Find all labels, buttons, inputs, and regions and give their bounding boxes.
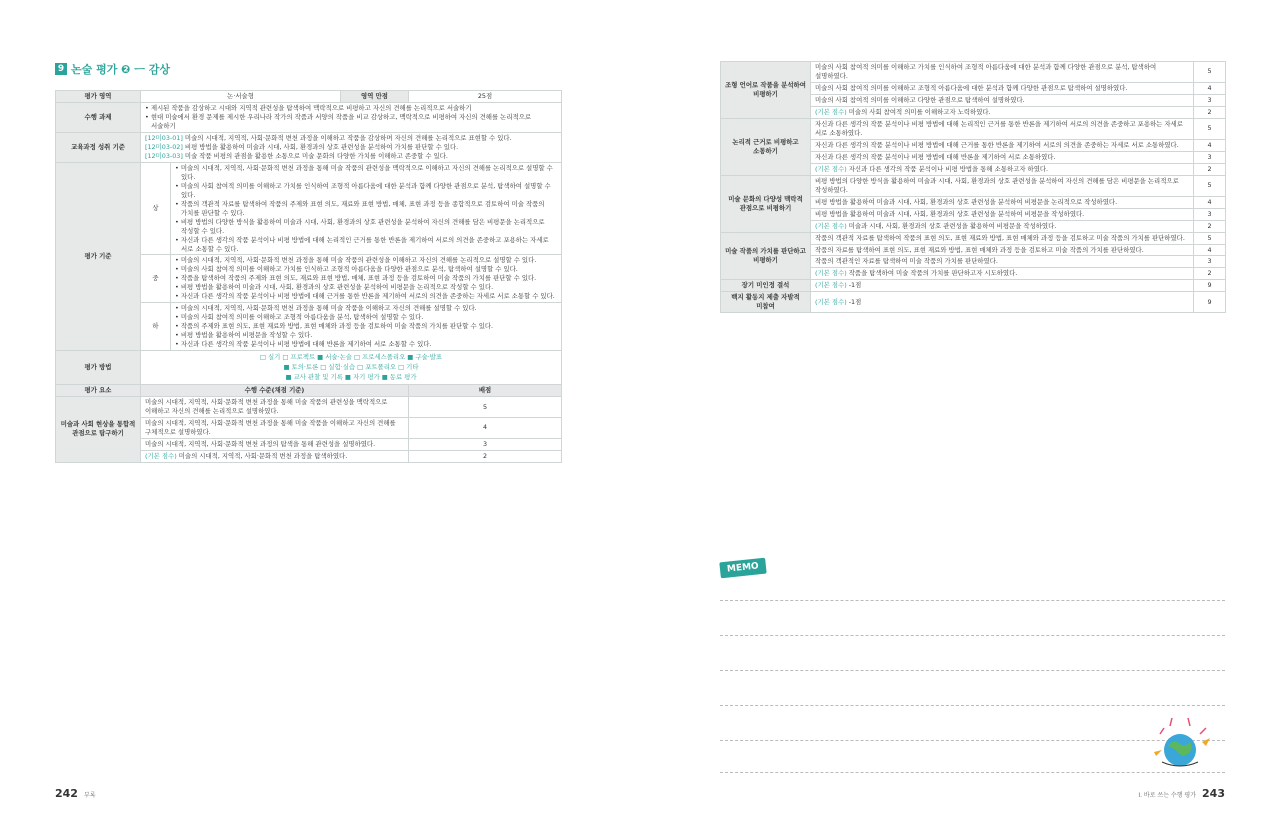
score-text: 미술의 사회 참여적 의미를 이해하고 다양한 관점으로 탐색하여 설명하였다. <box>811 94 1194 106</box>
element-text: 미술의 시대적, 지역적, 사회·문화적 변천 과정을 통해 미술 작품의 관련성을 맥락적으로 이해하고 자신의 견해를 논리적으로 설명하였다. <box>141 397 409 418</box>
criteria-item: • 비평 방법을 활용하여 미술과 시대, 사회, 환경과의 상호 관련성을 분석하여 비평문을 논리적으로 작성할 수 있다. <box>175 283 494 292</box>
criteria-item: • 미술의 시대적, 지역적, 사회·문화적 변천 과정을 통해 미술 작품의 관련성을 이해하고 자신의 견해를 논리적으로 설명할 수 있다. <box>175 256 537 265</box>
level-content <box>171 255 562 303</box>
page-folio-left <box>55 787 96 800</box>
score-text: (기본 점수) 미술의 사회 참여적 의미를 이해하고자 노력하였다. <box>811 106 1194 118</box>
element-label: 미술과 사회 현상을 통합적 관점으로 탐구하기 <box>56 397 141 463</box>
criteria-item: • 자신과 다른 생각의 작품 분석이나 비평 방법에 대해 반론을 제기하여 서로 소통할 수 있다. <box>175 340 432 349</box>
element-row <box>56 397 562 418</box>
element-score: 4 <box>409 417 562 438</box>
group-label: 미술 작품의 가치를 판단하고 비평하기 <box>721 232 811 280</box>
area-value: 논·서술형 <box>141 91 341 103</box>
task-item: • 현대 미술에서 환경 문제를 제시한 우리나라 작가의 작품과 서양의 작품을 비교 감상하고, 맥락적으로 비평하여 자신의 견해를 논리적으로 서술하기 <box>145 112 532 130</box>
page-label: I. 바로 쓰는 수행 평가 <box>1138 792 1197 799</box>
page-number: 243 <box>1202 787 1225 800</box>
score-value: 3 <box>1194 256 1226 268</box>
element-text: 미술의 시대적, 지역적, 사회·문화적 변천 과정을 통해 미술 작품을 이해하고 자신의 견해를 구체적으로 설명하였다. <box>141 417 409 438</box>
score-label: 영역 만점 <box>341 91 409 103</box>
memo-line <box>720 670 1225 671</box>
score-row <box>721 175 1226 196</box>
score-text: (기본 점수) 작품을 탐색하여 미술 작품의 가치를 판단하고자 시도하였다. <box>811 268 1194 280</box>
criteria-item: • 자신과 다른 생각의 작품 분석이나 비평 방법에 대해 논리적인 근거를 통한 반론을 제기하여 서로의 의견을 존중하고 포용하는 자세로 서로 소통할 수 있다. <box>175 235 549 253</box>
memo-label <box>720 555 766 576</box>
level-label: 하 <box>141 303 171 351</box>
penalty-label: 장기 미인정 결석 <box>721 280 811 292</box>
score-value: 4 <box>1194 139 1226 151</box>
criteria-item: • 비평 방법의 다양한 방식을 활용하여 미술과 시대, 사회, 환경과의 상호 관련성을 분석하여 자신의 견해를 담은 비평문을 논리적으로 작성할 수 있다. <box>175 217 545 235</box>
assessment-table <box>55 90 562 463</box>
score-text: 비평 방법을 활용하여 미술과 시대, 사회, 환경과의 상호 관련성을 분석하여 비평문을 논리적으로 작성하였다. <box>811 196 1194 208</box>
criteria-row-high <box>56 162 562 255</box>
score-text: 작품의 객관적 자료를 탐색하여 작품의 표현 의도, 표현 재료와 방법, 표현 매체와 과정 등을 검토하고 미술 작품의 가치를 판단하였다. <box>811 232 1194 244</box>
penalty-score: 9 <box>1194 292 1226 313</box>
score-row <box>721 118 1226 139</box>
score-text: 자신과 다른 생각의 작품 분석이나 비평 방법에 대해 논리적인 근거를 통한 반론을 제기하여 서로의 의견을 존중하고 포용하는 자세로 서로 소통하였다. <box>811 118 1194 139</box>
row-task <box>56 102 562 132</box>
penalty-score: 9 <box>1194 280 1226 292</box>
scoring-table <box>720 61 1226 313</box>
elements-label: 평가 요소 <box>56 385 141 397</box>
score-text: 자신과 다른 생각의 작품 분석이나 비평 방법에 대해 반론을 제기하여 서로 소통하였다. <box>811 151 1194 163</box>
criteria-item: • 작품의 객관적 자료를 탐색하여 작품의 주제와 표현 의도, 재료와 표현 방법, 매체, 표현 과정 등을 종합적으로 검토하여 미술 작품의 가치를 판단할 수 있다. <box>175 199 545 217</box>
element-score: 2 <box>409 450 562 462</box>
score-value: 5 <box>1194 62 1226 83</box>
score-row <box>721 62 1226 83</box>
standards-content <box>141 132 562 162</box>
task-content <box>141 102 562 132</box>
memo-line <box>720 600 1225 601</box>
score-value: 4 <box>1194 82 1226 94</box>
penalty-label: 백지 활동지 제출 자발적 미참여 <box>721 292 811 313</box>
group-label: 미술 문화의 다양성 맥락적 관점으로 비평하기 <box>721 175 811 232</box>
row-area <box>56 91 562 103</box>
right-page <box>640 0 1280 838</box>
section-number: 9 <box>55 63 67 75</box>
penalty-row <box>721 292 1226 313</box>
standards-label: 교육과정 성취 기준 <box>56 132 141 162</box>
standard-item: [12미03-03] 미술 작품 비평의 관점을 활용한 소통으로 미술 문화의 다양한 가치를 이해하고 존중할 수 있다. <box>145 151 448 160</box>
memo-tag: MEMO <box>719 558 766 579</box>
score-text: 미술의 사회 참여적 의미를 이해하고 조형적 아름다움에 대한 분석과 함께 다양한 관점으로 탐색하여 설명하였다. <box>811 82 1194 94</box>
score-text: 작품의 객관적인 자료를 탐색하여 미술 작품의 가치를 판단하였다. <box>811 256 1194 268</box>
score-value: 25점 <box>409 91 562 103</box>
task-label: 수행 과제 <box>56 102 141 132</box>
score-text: 미술의 사회 참여적 의미를 이해하고 가치를 인식하여 조형적 아름다움에 대한 분석과 함께 다양한 관점으로 분석, 탐색하여 설명하였다. <box>811 62 1194 83</box>
element-text: (기본 점수) 미술의 시대적, 지역적, 사회·문화적 변천 과정을 탐색하였다. <box>141 450 409 462</box>
score-value: 3 <box>1194 94 1226 106</box>
criteria-item: • 작품의 주제와 표현 의도, 표현 재료와 방법, 표현 매체와 과정 등을 검토하여 미술 작품의 가치를 판단할 수 있다. <box>175 322 494 331</box>
memo-line <box>720 635 1225 636</box>
criteria-item: • 비평 방법을 활용하여 비평문을 작성할 수 있다. <box>175 331 313 340</box>
criteria-item: • 자신과 다른 생각의 작품 분석이나 비평 방법에 대해 근거를 통한 반론을 제기하여 서로의 의견을 존중하는 자세로 서로 소통할 수 있다. <box>175 292 555 301</box>
memo-line <box>720 705 1225 706</box>
row-standards <box>56 132 562 162</box>
score-value: 5 <box>1194 175 1226 196</box>
criteria-item: • 작품을 탐색하여 작품의 주제와 표현 의도, 재료와 표현 방법, 매체, 표현 과정 등을 검토하여 미술 작품의 가치를 판단할 수 있다. <box>175 274 537 283</box>
penalty-text: (기본 점수) -1점 <box>811 292 1194 313</box>
method-line: □ 실기 □ 프로젝트 ■ 서술·논술 □ 프로세스폴리오 ■ 구술·발표 <box>259 353 443 362</box>
level-content <box>171 162 562 255</box>
criteria-item: • 미술의 시대적, 지역적, 사회·문화적 변천 과정을 통해 미술 작품의 관련성을 맥락적으로 이해하고 자신의 견해를 논리적으로 설명할 수 있다. <box>175 163 553 181</box>
score-value: 2 <box>1194 220 1226 232</box>
penalty-row <box>721 280 1226 292</box>
page-label: 부록 <box>83 792 96 799</box>
standard-item: [12미03-02] 비평 방법을 활용하여 미술과 시대, 사회, 환경과의 상호 관련성을 분석하여 가치를 판단할 수 있다. <box>145 142 459 151</box>
score-text: 비평 방법을 활용하여 미술과 시대, 사회, 환경과의 상호 관련성을 분석하여 비평문을 작성하였다. <box>811 208 1194 220</box>
score-text: 작품의 자료를 탐색하여 표현 의도, 표현 재료와 방법, 표현 매체와 과정 등을 검토하고 미술 작품의 가치를 판단하였다. <box>811 244 1194 256</box>
task-item: • 제시된 작품을 감상하고 시대와 지역적 관련성을 탐색하여 맥락적으로 비평하고 자신의 견해를 논리적으로 서술하기 <box>145 103 472 112</box>
score-value: 5 <box>1194 232 1226 244</box>
score-value: 3 <box>1194 151 1226 163</box>
method-content <box>141 351 562 385</box>
score-value: 4 <box>1194 244 1226 256</box>
standard-item: [12미03-01] 미술의 시대적, 지역적, 사회·문화적 변천 과정을 이해하고 작품을 감상하며 자신의 견해를 논리적으로 표현할 수 있다. <box>145 133 512 142</box>
page-folio-right <box>1138 787 1225 800</box>
elements-header-row <box>56 385 562 397</box>
level-label: 상 <box>141 162 171 255</box>
score-text: 자신과 다른 생각의 작품 분석이나 비평 방법에 대해 근거를 통한 반론을 제기하여 서로의 의견을 존중하는 자세로 서로 소통하였다. <box>811 139 1194 151</box>
level-label: 중 <box>141 255 171 303</box>
score-value: 4 <box>1194 196 1226 208</box>
group-label: 조형 언어로 작품을 분석하여 비평하기 <box>721 62 811 119</box>
element-score: 5 <box>409 397 562 418</box>
row-method <box>56 351 562 385</box>
section-title <box>55 61 170 77</box>
penalty-text: (기본 점수) -1점 <box>811 280 1194 292</box>
criteria-item: • 미술의 사회 참여적 의미를 이해하고 가치를 인식하여 조형적 아름다움에 대한 분석과 함께 다양한 관점으로 분석, 탐색하여 설명할 수 있다. <box>175 181 551 199</box>
method-label: 평가 방법 <box>56 351 141 385</box>
level-content <box>171 303 562 351</box>
score-value: 2 <box>1194 163 1226 175</box>
score-text: (기본 점수) 자신과 다른 생각의 작품 분석이나 비평 방법을 통해 소통하고자 하였다. <box>811 163 1194 175</box>
group-label: 논리적 근거로 비평하고 소통하기 <box>721 118 811 175</box>
section-title-text: 논술 평가 ❷ ㅡ 감상 <box>71 63 171 76</box>
score-value: 3 <box>1194 208 1226 220</box>
memo-line <box>720 772 1225 773</box>
method-line: ■ 교사 관찰 및 기록 ■ 자기 평가 ■ 동료 평가 <box>285 373 417 382</box>
criteria-label: 평가 기준 <box>56 162 141 350</box>
element-score: 3 <box>409 438 562 450</box>
score-value: 2 <box>1194 268 1226 280</box>
score-text: (기본 점수) 미술과 시대, 사회, 환경과의 상호 관련성을 활용하여 비평문을 작성하였다. <box>811 220 1194 232</box>
score-row <box>721 232 1226 244</box>
criteria-item: • 미술의 시대적, 지역적, 사회·문화적 변천 과정을 통해 미술 작품을 이해하고 자신의 견해를 설명할 수 있다. <box>175 304 477 313</box>
elements-level-label: 수행 수준(채점 기준) <box>141 385 409 397</box>
criteria-item: • 미술의 사회 참여적 의미를 이해하고 조형적 아름다움을 분석, 탐색하여 설명할 수 있다. <box>175 313 424 322</box>
score-value: 2 <box>1194 106 1226 118</box>
criteria-item: • 미술의 사회 참여적 의미를 이해하고 가치를 인식하고 조형적 아름다움을 다양한 관점으로 분석, 탐색하여 설명할 수 있다. <box>175 265 518 274</box>
element-text: 미술의 시대적, 지역적, 사회·문화적 변천 과정의 탐색을 통해 관련성을 설명하였다. <box>141 438 409 450</box>
method-line: ■ 토의·토론 □ 실험·실습 □ 포트폴리오 □ 기타 <box>283 363 419 372</box>
score-text: 비평 방법의 다양한 방식을 활용하여 미술과 시대, 사회, 환경과의 상호 관련성을 분석하여 자신의 견해를 담은 비평문을 논리적으로 작성하였다. <box>811 175 1194 196</box>
area-label: 평가 영역 <box>56 91 141 103</box>
score-value: 5 <box>1194 118 1226 139</box>
elements-score-label: 배점 <box>409 385 562 397</box>
page-number: 242 <box>55 787 78 800</box>
globe-illustration-icon <box>1140 712 1220 772</box>
